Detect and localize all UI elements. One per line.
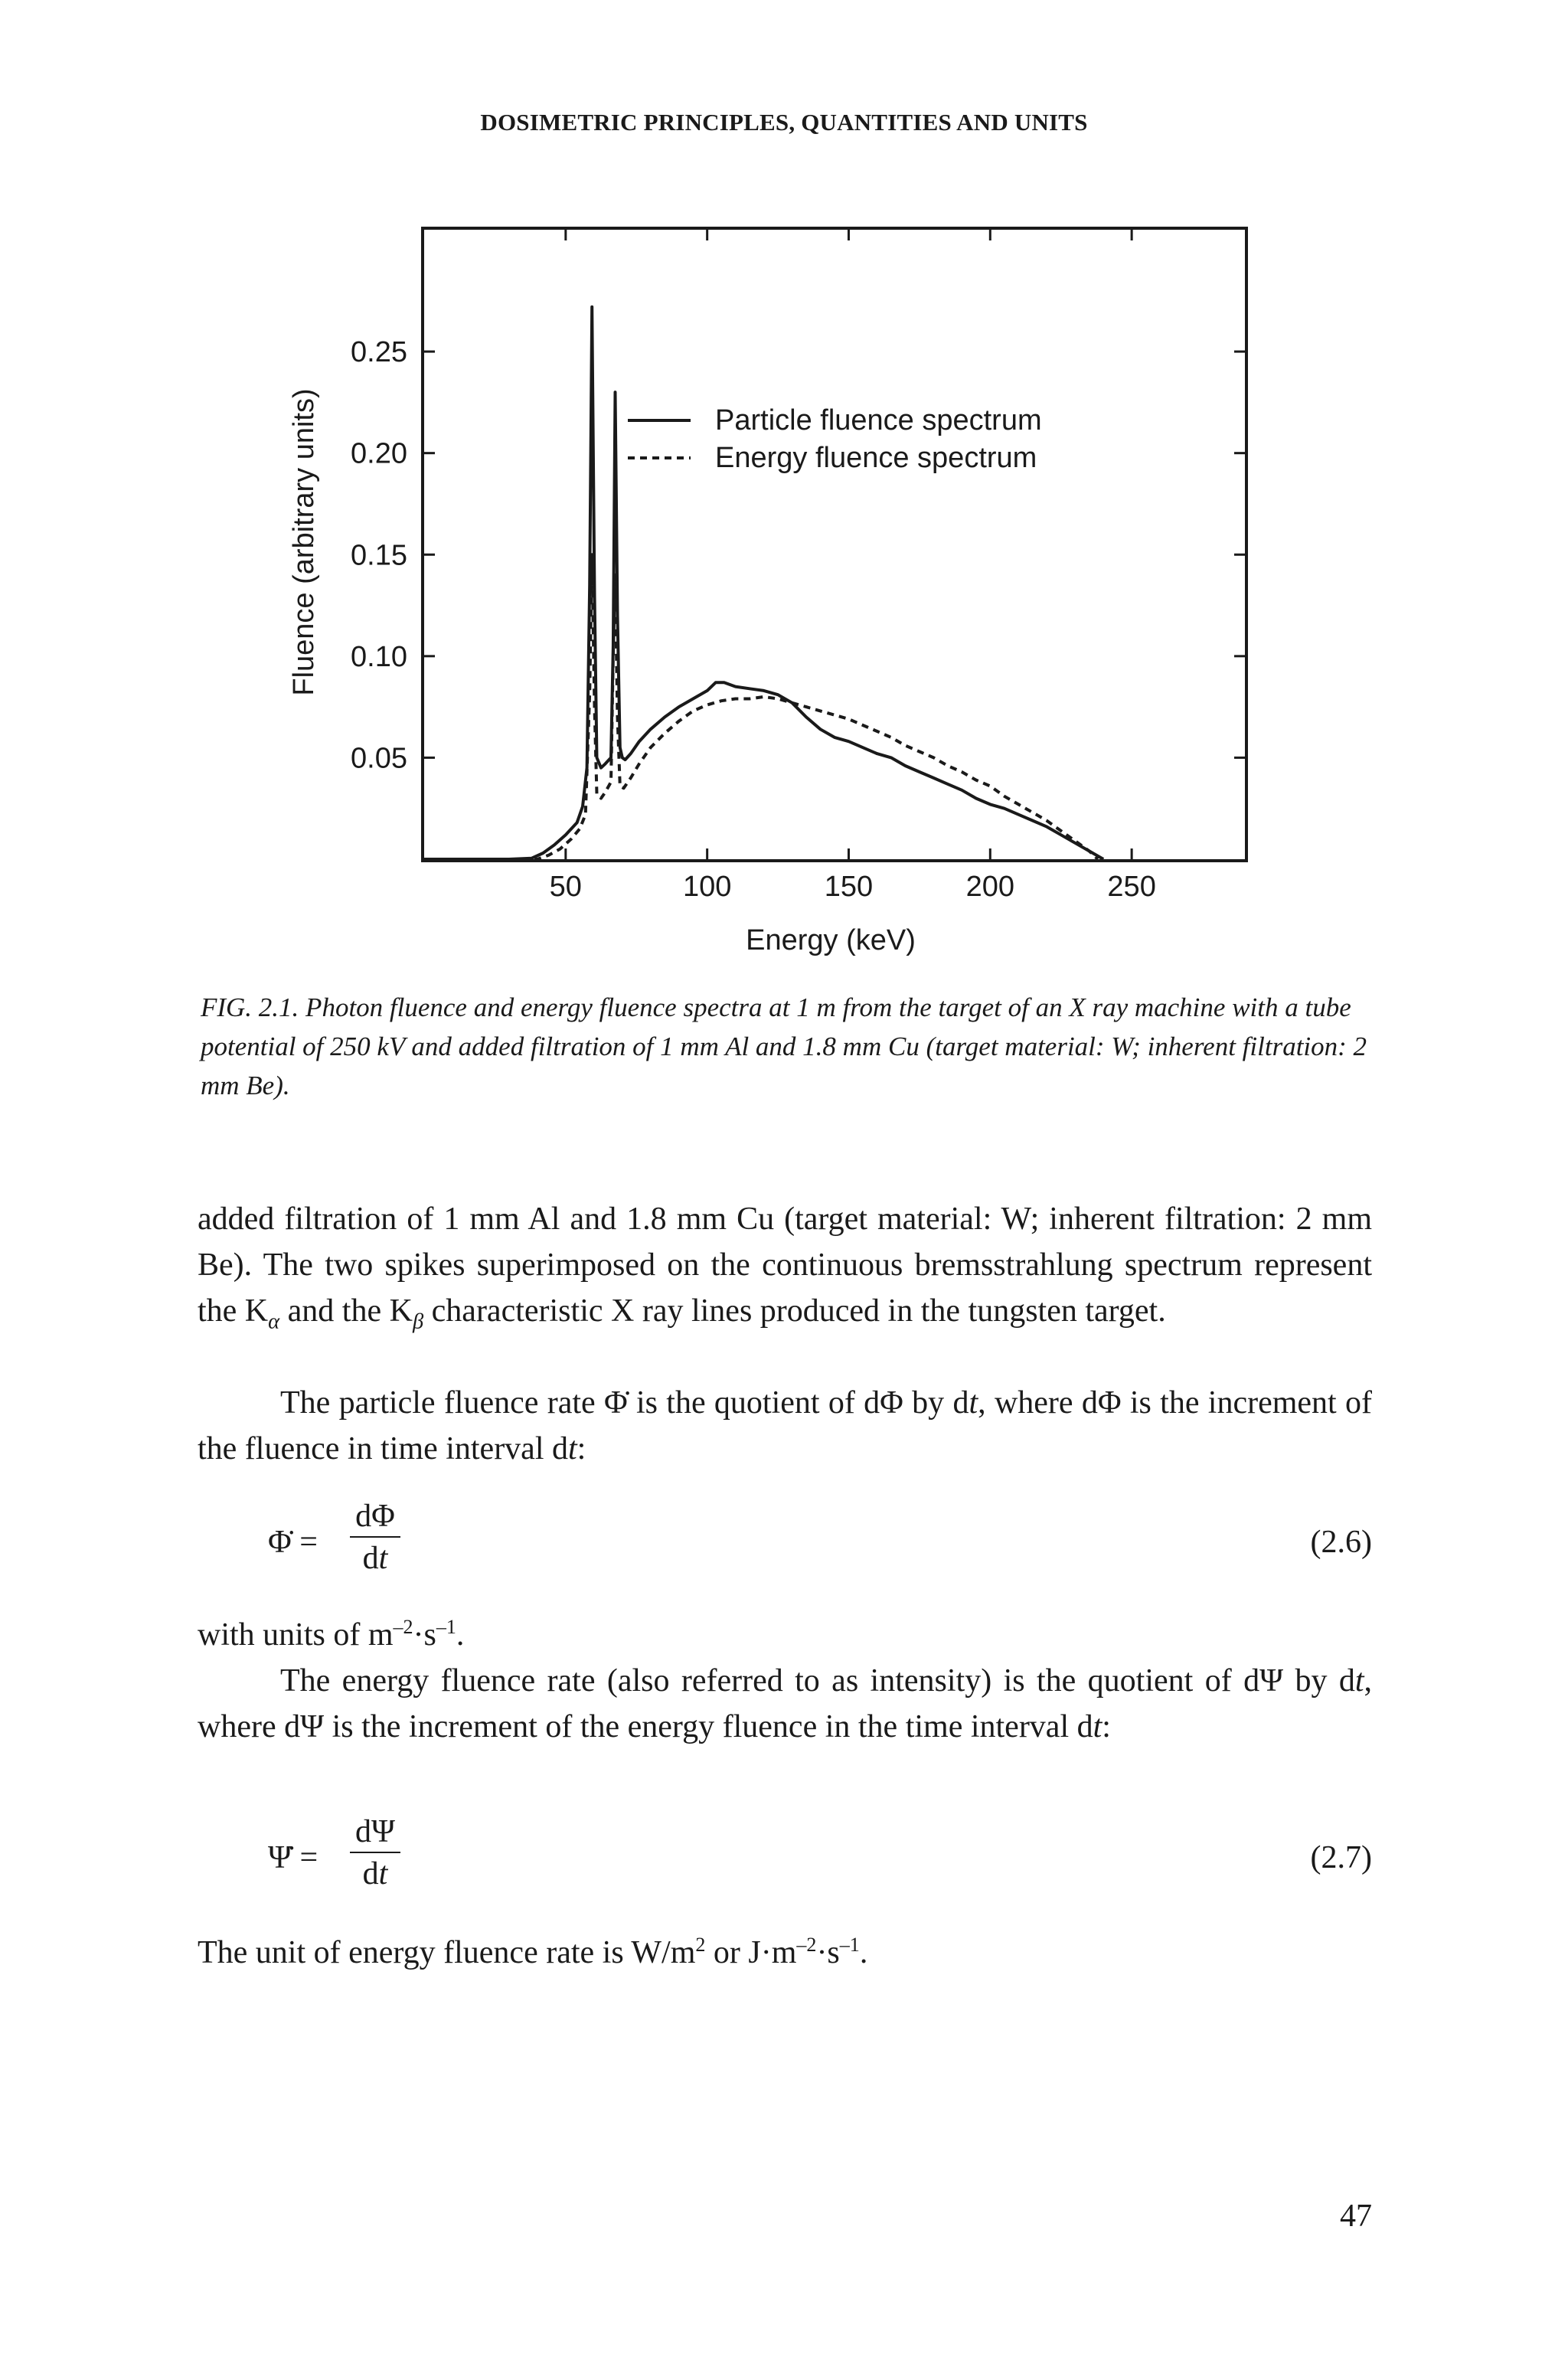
paragraph-2-text: , where dΦ is the increment of the fluence in time interval d (198, 1385, 1373, 1466)
paragraph-3-text: . (456, 1617, 465, 1653)
page-number: 47 (1340, 2199, 1372, 2234)
fraction-denominator (348, 1853, 402, 1895)
paragraph-1-text: and the K (279, 1293, 413, 1329)
equation-2-7 (268, 1816, 1372, 1901)
k-alpha-subscript: α (268, 1309, 280, 1334)
paragraph-2-text: : (577, 1431, 586, 1466)
paragraph-5 (198, 1930, 1372, 1976)
figure-caption: FIG. 2.1. Photon fluence and energy fluence spectra at 1 m from the target of an X ray machine with a tube potential of 250 kV and added filtration of 1 mm Al and 1.8 mm Cu (target material: W; inherent filtration: 2 mm Be). (201, 992, 1367, 1100)
x-tick-label: 150 (824, 871, 874, 903)
paragraph-4-text: The energy fluence rate (also referred to as intensity) is the quotient of dΨ by d (280, 1663, 1355, 1698)
fraction-numerator: dΦ (355, 1499, 395, 1534)
energy-fluence-line (424, 554, 1098, 859)
legend (628, 404, 1042, 474)
fraction-denominator (348, 1538, 402, 1579)
denominator-variable: t (378, 1856, 388, 1891)
paragraph-3-text: ·s (413, 1617, 436, 1653)
denominator-d: d (362, 1856, 379, 1891)
paragraph-3 (198, 1612, 1372, 1658)
legend-label-energy: Energy fluence spectrum (715, 442, 1037, 474)
equation-number: (2.6) (1310, 1525, 1372, 1560)
equation-2-6 (268, 1501, 1372, 1585)
x-tick-label: 250 (1107, 871, 1156, 903)
time-variable: t (1354, 1663, 1364, 1698)
paragraph-5-text: or J·m (705, 1935, 797, 1970)
figure (276, 214, 1271, 965)
paragraph-4-text: : (1102, 1709, 1111, 1744)
equation-number: (2.7) (1310, 1840, 1372, 1875)
equation-lhs: Φ̇ = (268, 1525, 318, 1560)
equation-fraction (348, 1812, 402, 1895)
y-axis-label: Fluence (arbitrary units) (288, 388, 320, 696)
y-tick-label: 0.15 (351, 539, 407, 572)
x-tick-label: 200 (965, 871, 1015, 903)
equation-fraction (348, 1496, 402, 1579)
particle-fluence-line (424, 307, 1103, 859)
paragraph-2-text: is the quotient of dΦ by d (627, 1385, 969, 1421)
y-tick-label: 0.25 (351, 336, 407, 369)
paragraph-1-text: added filtration of 1 mm Al and 1.8 mm Cu (target material: W; inherent filtration: 2 mm Be). The two spikes superimposed on the continuous bremsstrahlung spectrum represent the K (198, 1202, 1372, 1329)
paragraph-5-text: . (859, 1935, 868, 1970)
paragraph-4 (198, 1658, 1372, 1750)
paragraph-1-text: characteristic X ray lines produced in the tungsten target. (423, 1293, 1166, 1329)
y-tick-label: 0.10 (351, 640, 407, 673)
y-tick-label: 0.20 (351, 437, 407, 470)
time-variable: t (1093, 1709, 1102, 1744)
paragraph-1 (198, 1196, 1372, 1334)
x-tick-label: 50 (549, 871, 582, 903)
paragraph-2-text: The particle fluence rate (280, 1385, 604, 1421)
x-axis-label: Energy (keV) (746, 924, 916, 956)
fluence-rate-symbol: Φ̇ (603, 1385, 628, 1421)
running-head: DOSIMETRIC PRINCIPLES, QUANTITIES AND UNITS (480, 109, 1088, 136)
fluence-chart (276, 214, 1271, 965)
x-tick-label: 100 (682, 871, 732, 903)
superscript: –2 (796, 1934, 817, 1956)
paragraph-2 (198, 1380, 1372, 1472)
superscript: 2 (695, 1934, 706, 1956)
paragraph-5-text: ·s (816, 1935, 840, 1970)
plot-frame (423, 228, 1246, 861)
paragraph-3-text: with units of m (198, 1617, 394, 1653)
paragraph-5-text: The unit of energy fluence rate is W/m (198, 1935, 696, 1970)
superscript: –1 (839, 1934, 860, 1956)
superscript: –1 (436, 1616, 456, 1638)
time-variable: t (567, 1431, 577, 1466)
fraction-numerator: dΨ (355, 1814, 395, 1849)
denominator-variable: t (378, 1541, 388, 1576)
equation-lhs: Ψ̇ = (268, 1840, 318, 1875)
y-tick-label: 0.05 (351, 742, 407, 775)
time-variable: t (969, 1385, 978, 1421)
legend-label-particle: Particle fluence spectrum (715, 404, 1042, 436)
k-beta-subscript: β (412, 1309, 424, 1334)
paragraph-4-text: , where dΨ is the increment of the energy fluence in the time interval d (198, 1663, 1372, 1744)
superscript: –2 (393, 1616, 413, 1638)
denominator-d: d (362, 1541, 379, 1576)
